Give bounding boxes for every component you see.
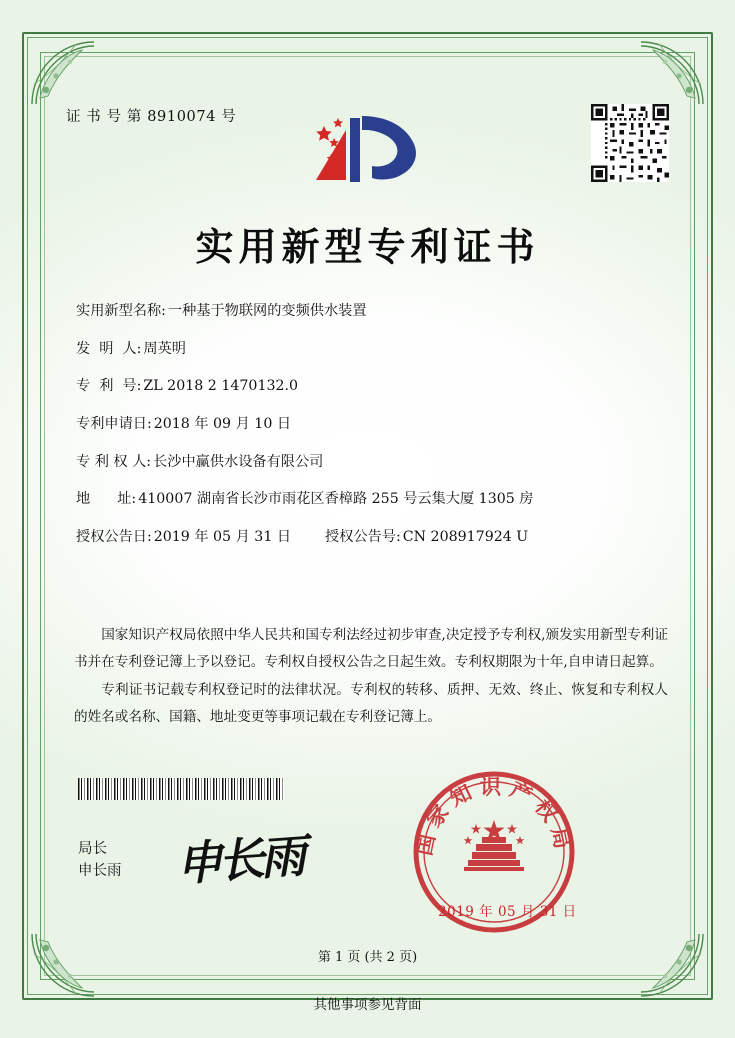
field-value: ZL 2018 2 1470132.0 — [143, 378, 299, 395]
field-label: 地 址: — [76, 491, 137, 508]
seal-date: 2019 年 05 月 31 日 — [438, 904, 577, 920]
field-value: 410007 湖南省长沙市雨花区香樟路 255 号云集大厦 1305 房 — [138, 491, 534, 508]
grant-number-value: CN 208917924 U — [402, 529, 529, 546]
field-value: 长沙中赢供水设备有限公司 — [153, 453, 324, 470]
director-title: 局长 — [78, 841, 107, 857]
field-label: 专利申请日: — [76, 416, 152, 433]
director-signature-block — [78, 838, 122, 883]
page-title: 实用新型专利证书 — [195, 224, 540, 269]
field-value: 2018 年 09 月 10 日 — [153, 416, 292, 433]
field-value: 周英明 — [143, 340, 186, 357]
seal-text: 国家知识产权局 — [410, 774, 578, 858]
field-patentee — [76, 453, 666, 472]
field-grant-announcement — [76, 528, 666, 547]
director-name: 申长雨 — [78, 863, 122, 880]
grant-date-value: 2019 年 05 月 31 日 — [153, 529, 292, 546]
field-label: 专 利 号: — [76, 378, 142, 395]
barcode — [78, 778, 284, 800]
field-address — [76, 490, 666, 509]
field-application-date — [76, 415, 666, 434]
certificate-number: 证 书 号 第 8910074 号 — [66, 109, 237, 125]
field-label: 发 明 人: — [76, 340, 142, 357]
field-utility-model-name — [76, 302, 666, 321]
field-label: 专 利 权 人: — [76, 453, 152, 470]
cnipa-logo-icon — [302, 110, 422, 188]
field-inventor — [76, 340, 666, 359]
legal-body-text — [74, 622, 668, 732]
grant-number-label: 授权公告号: — [325, 529, 401, 546]
grant-date-label: 授权公告日: — [76, 529, 152, 546]
footer-note: 其他事项参见背面 — [313, 997, 422, 1013]
field-value: 一种基于物联网的变频供水装置 — [167, 303, 367, 319]
legal-paragraph-2: 专利证书记载专利权登记时的法律状况。专利权的转移、质押、无效、终止、恢复和专利权人的姓名或名称、国籍、地址变更等事项记载在专利登记簿上。 — [74, 682, 668, 725]
field-patent-number — [76, 377, 666, 396]
field-label: 实用新型名称: — [76, 303, 166, 319]
qr-code-icon — [591, 104, 669, 182]
legal-paragraph-1: 国家知识产权局依照中华人民共和国专利法经过初步审查,决定授予专利权,颁发实用新型专利证书并在专利登记簿上予以登记。专利权自授权公告之日起生效。专利权期限为十年,自申请日起算。 — [74, 627, 668, 670]
field-list — [76, 302, 666, 566]
handwritten-signature: 申长雨 — [174, 828, 304, 892]
page-number: 第 1 页 (共 2 页) — [317, 950, 418, 965]
